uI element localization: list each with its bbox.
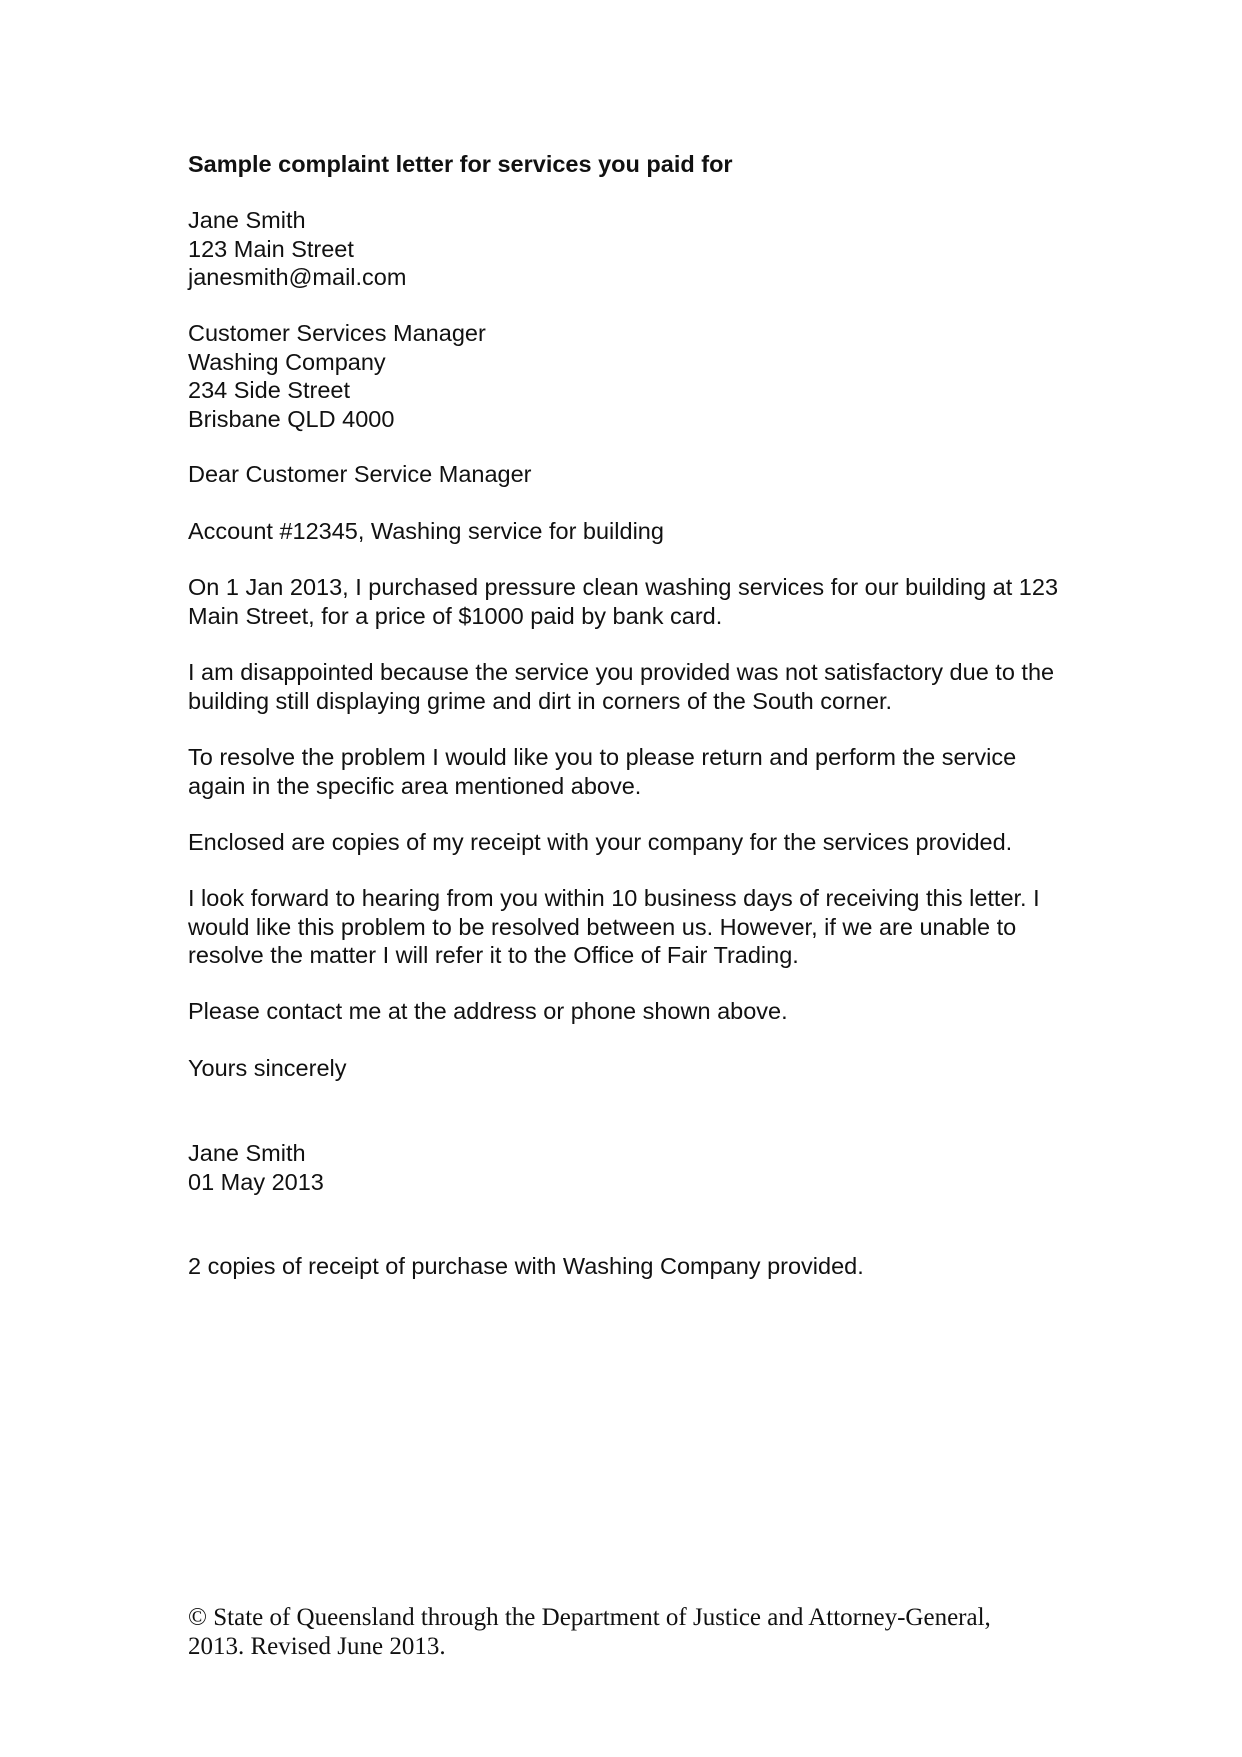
recipient-street: 234 Side Street: [188, 377, 350, 403]
salutation: Dear Customer Service Manager: [188, 461, 532, 487]
paragraph-contact: [188, 997, 1068, 1026]
paragraph-line: would like this problem to be resolved between us. However, if we are unable to: [188, 913, 1017, 940]
sender-address: 123 Main Street: [188, 235, 354, 262]
signature-name: Jane Smith: [188, 1140, 306, 1166]
letter-title: Sample complaint letter for services you paid for: [188, 151, 733, 177]
recipient-block: [188, 319, 1068, 433]
copyright-footer: [188, 1603, 1068, 1661]
paragraph-line: Main Street, for a price of $1000 paid by bank card.: [188, 602, 723, 629]
footer-line: © State of Queensland through the Department of Justice and Attorney-General,: [188, 1604, 991, 1631]
paragraph-line: Please contact me at the address or phone shown above.: [188, 998, 788, 1024]
subject-line: Account #12345, Washing service for building: [188, 518, 664, 544]
footer-line: 2013. Revised June 2013.: [188, 1633, 446, 1660]
paragraph-line: Enclosed are copies of my receipt with your company for the services provided.: [188, 829, 1013, 855]
paragraph-followup: [188, 884, 1068, 970]
paragraph-line: On 1 Jan 2013, I purchased pressure clean washing services for our building at 123: [188, 574, 1059, 600]
paragraph-line: I look forward to hearing from you within 10 business days of receiving this letter. I: [188, 885, 1040, 911]
enclosure-note: 2 copies of receipt of purchase with Washing Company provided.: [188, 1253, 864, 1279]
closing: Yours sincerely: [188, 1055, 347, 1081]
recipient-company: Washing Company: [188, 348, 386, 375]
sender-email: janesmith@mail.com: [188, 264, 407, 290]
paragraph-line: To resolve the problem I would like you to please return and perform the service: [188, 744, 1017, 770]
paragraph-line: resolve the matter I will refer it to the Office of Fair Trading.: [188, 942, 799, 968]
paragraph-resolution: [188, 743, 1068, 800]
paragraph-enclosed: [188, 828, 1068, 857]
signature-date: 01 May 2013: [188, 1168, 324, 1195]
paragraph-purchase: [188, 573, 1068, 630]
paragraph-line: building still displaying grime and dirt in corners of the South corner.: [188, 687, 893, 714]
recipient-city: Brisbane QLD 4000: [188, 405, 395, 432]
signature-block: [188, 1139, 1068, 1196]
sender-name: Jane Smith: [188, 207, 306, 233]
paragraph-complaint: [188, 658, 1068, 715]
sender-block: [188, 206, 1068, 292]
paragraph-line: again in the specific area mentioned above.: [188, 772, 642, 799]
paragraph-line: I am disappointed because the service you provided was not satisfactory due to the: [188, 659, 1055, 685]
recipient-title: Customer Services Manager: [188, 320, 486, 346]
